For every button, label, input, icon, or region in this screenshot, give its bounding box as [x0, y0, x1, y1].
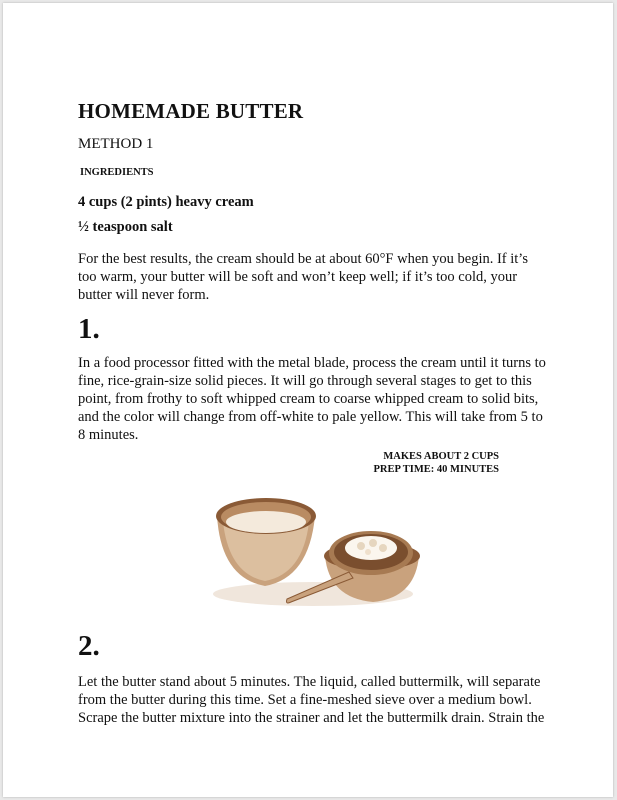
ingredients-heading: INGREDIENTS: [80, 167, 154, 178]
ingredient-item: ½ teaspoon salt: [78, 219, 173, 235]
prep-time-text: PREP TIME: 40 MINUTES: [373, 464, 499, 475]
intro-paragraph: For the best results, the cream should be at about 60°F when you begin. If it’s too warm, your butter will be soft and won’t keep well; if it’s too cold, your butter will never form.: [78, 251, 528, 303]
method-label: METHOD 1: [78, 136, 154, 152]
yield-text: MAKES ABOUT 2 CUPS: [383, 451, 499, 462]
step-text: In a food processor fitted with the metal blade, process the cream until it turns to fine, rice-grain-size solid pieces. It will go through several stages to get to this point, from frothy to soft whipped cream to coarse whipped cream to solid bits, and the color will change from off-white to pale yellow. This will take from 5 to 8 minutes.: [78, 355, 546, 443]
recipe-title: HOMEMADE BUTTER: [78, 99, 304, 123]
bowl-and-sieve-illustration: [203, 486, 423, 616]
ingredient-item: 4 cups (2 pints) heavy cream: [78, 194, 254, 210]
step-number: 2.: [78, 630, 100, 662]
document-page: [3, 3, 613, 797]
step-number: 1.: [78, 313, 100, 345]
recipe-yield: [373, 450, 499, 476]
step-text: Let the butter stand about 5 minutes. The liquid, called buttermilk, will separate from the butter during this time. Set a fine-meshed sieve over a medium bowl. Scrape the butter mixture into the strainer and let the buttermilk drain. Strain the: [78, 674, 545, 726]
